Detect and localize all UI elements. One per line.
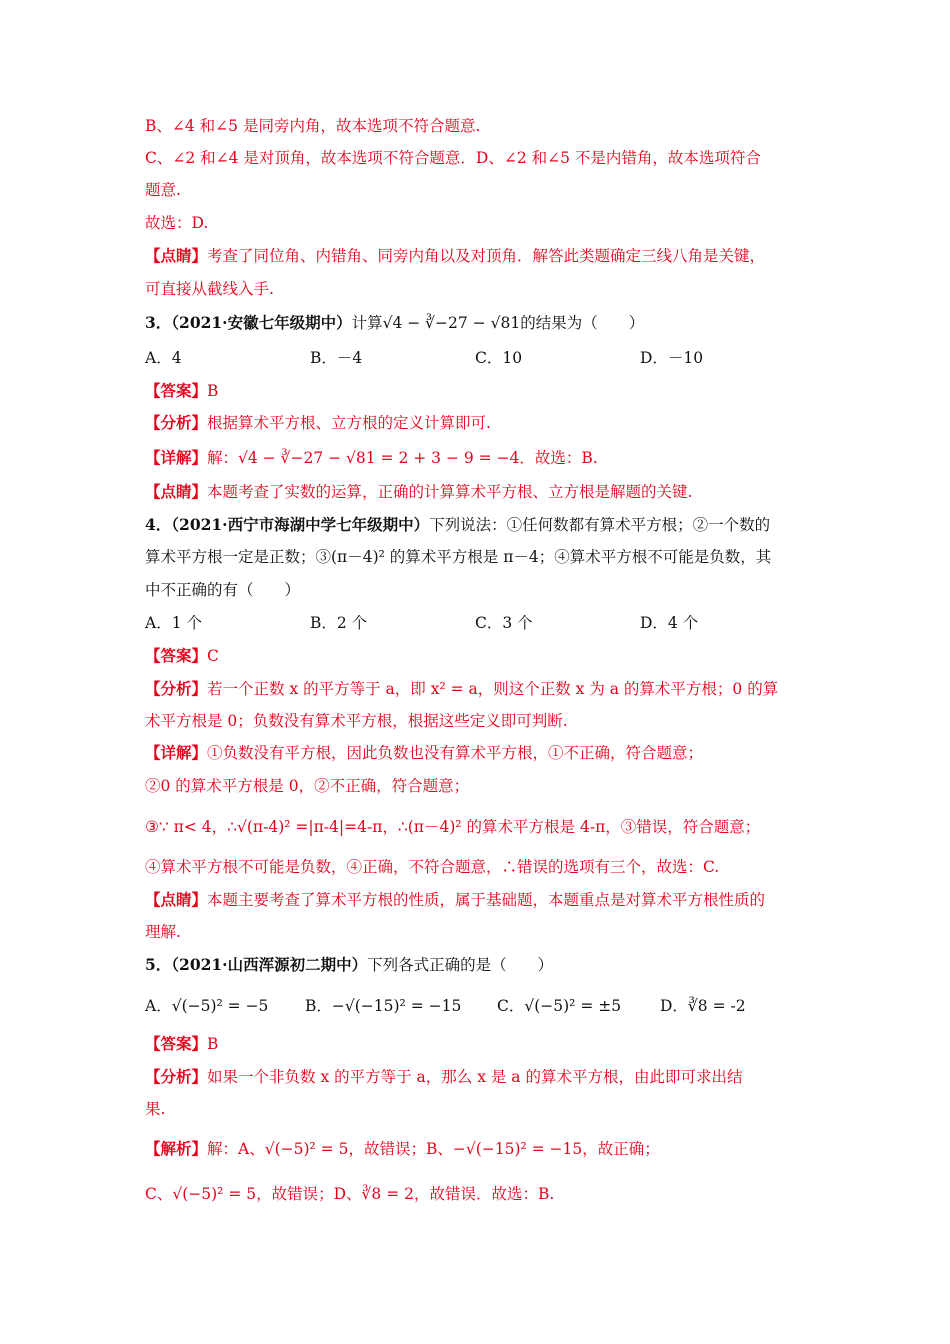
question-4-options — [145, 611, 810, 635]
option-d: D．∛8 = -2 — [660, 997, 746, 1015]
comment-tag: 【点睛】 — [145, 246, 208, 265]
question-3-stem-a: 计算 — [351, 314, 383, 332]
answer-value: B — [207, 382, 219, 400]
question-3-stem — [145, 311, 644, 335]
comment-line — [145, 888, 765, 912]
answer-tag: 【答案】 — [145, 1034, 208, 1053]
comment-tag: 【点睛】 — [145, 482, 208, 501]
question-3-stem-b: 的结果为（ ） — [520, 314, 645, 332]
comment-tag: 【点睛】 — [145, 890, 208, 909]
analysis-line — [145, 411, 491, 435]
question-4-stem — [145, 513, 770, 537]
option-c: C．10 — [475, 349, 523, 367]
comment-text: 本题主要考查了算术平方根的性质，属于基础题，本题重点是对算术平方根性质的 — [207, 891, 766, 909]
detail-tag: 【详解】 — [145, 448, 208, 467]
text-line: C、∠2 和∠4 是对顶角，故本选项不符合题意．D、∠2 和∠5 不是内错角，故本选项符合 — [145, 149, 761, 167]
option-c: C．√(−5)² = ±5 — [497, 997, 622, 1015]
question-4-head: 4．（2021·西宁市海湖中学七年级期中） — [145, 515, 430, 534]
option-a: A．4 — [145, 349, 182, 367]
option-d: D．－10 — [640, 349, 704, 367]
text-line: 故选：D. — [145, 214, 209, 232]
question-4-stem-3: 中不正确的有（ ） — [145, 581, 301, 599]
detail-tag: 【详解】 — [145, 743, 208, 762]
text-line: B、∠4 和∠5 是同旁内角，故本选项不符合题意. — [145, 117, 481, 135]
analysis-line-2: 术平方根是 0；负数没有算术平方根，根据这些定义即可判断. — [145, 712, 568, 730]
detail-text: 解：√4 − ∛−27 − √81 = 2 + 3 − 9 = −4．故选：B. — [207, 449, 598, 467]
solution-line — [145, 1137, 660, 1161]
detail-line-4: ④算术平方根不可能是负数，④正确，不符合题意，∴错误的选项有三个，故选：C. — [145, 858, 720, 876]
question-5-stem-text: 下列各式正确的是（ ） — [367, 956, 554, 974]
answer-tag: 【答案】 — [145, 381, 208, 400]
answer-tag: 【答案】 — [145, 646, 208, 665]
analysis-text: 如果一个非负数 x 的平方等于 a，那么 x 是 a 的算术平方根，由此即可求出结 — [207, 1068, 743, 1086]
option-b: B．−√(−15)² = −15 — [305, 997, 462, 1015]
analysis-tag: 【分析】 — [145, 679, 208, 698]
detail-line-2: ②0 的算术平方根是 0，②不正确，符合题意； — [145, 777, 470, 795]
question-5-head: 5．（2021·山西浑源初二期中） — [145, 955, 368, 974]
analysis-line-2: 果. — [145, 1100, 166, 1118]
option-a: A．1 个 — [145, 614, 202, 632]
option-c: C．3 个 — [475, 614, 533, 632]
solution-text: 解：A、√(−5)² = 5，故错误；B、−√(−15)² = −15，故正确； — [207, 1140, 660, 1158]
answer-line — [145, 644, 219, 668]
comment-line — [145, 480, 692, 504]
analysis-line — [145, 1065, 742, 1089]
question-3-options — [145, 346, 810, 370]
text-line: 可直接从截线入手. — [145, 280, 274, 298]
question-4-stem-2: 算术平方根一定是正数；③(π－4)² 的算术平方根是 π－4；④算术平方根不可能是负数，其 — [145, 548, 772, 566]
answer-line — [145, 1032, 218, 1056]
detail-line — [145, 741, 703, 765]
comment-text: 考查了同位角、内错角、同旁内角以及对顶角．解答此类题确定三线八角是关键， — [207, 247, 766, 265]
analysis-text: 若一个正数 x 的平方等于 a，即 x² = a，则这个正数 x 为 a 的算术平方根；0 的算 — [207, 680, 779, 698]
option-d: D．4 个 — [640, 614, 699, 632]
question-5-options — [145, 994, 810, 1018]
comment-line-2: 理解. — [145, 923, 181, 941]
text-line: 题意. — [145, 181, 181, 199]
detail-text: ①负数没有平方根，因此负数也没有算术平方根，①不正确，符合题意； — [207, 744, 704, 762]
comment-text: 本题考查了实数的运算，正确的计算算术平方根、立方根是解题的关键. — [207, 483, 693, 501]
analysis-tag: 【分析】 — [145, 413, 208, 432]
solution-line-2: C、√(−5)² = 5，故错误；D、∛8 = 2，故错误．故选：B. — [145, 1185, 555, 1203]
solution-tag: 【解析】 — [145, 1139, 208, 1158]
analysis-text: 根据算术平方根、立方根的定义计算即可. — [207, 414, 491, 432]
comment-line — [145, 244, 765, 268]
analysis-line — [145, 677, 778, 701]
answer-value: B — [207, 1035, 219, 1053]
option-b: B．2 个 — [310, 614, 368, 632]
detail-line — [145, 446, 598, 470]
question-5-stem — [145, 953, 553, 977]
question-3-expr: √4 − ∛−27 − √81 — [382, 314, 521, 332]
question-4-stem-1: 下列说法：①任何数都有算术平方根；②一个数的 — [429, 516, 771, 534]
answer-value: C — [207, 647, 219, 665]
question-3-head: 3．（2021·安徽七年级期中） — [145, 313, 352, 332]
option-b: B．－4 — [310, 349, 363, 367]
answer-line — [145, 379, 218, 403]
detail-line-3: ③∵ π< 4，∴√(π-4)² =|π-4|=4-π，∴(π－4)² 的算术平方根是 4-π，③错误，符合题意； — [145, 818, 761, 836]
option-a: A．√(−5)² = −5 — [145, 997, 269, 1015]
analysis-tag: 【分析】 — [145, 1067, 208, 1086]
